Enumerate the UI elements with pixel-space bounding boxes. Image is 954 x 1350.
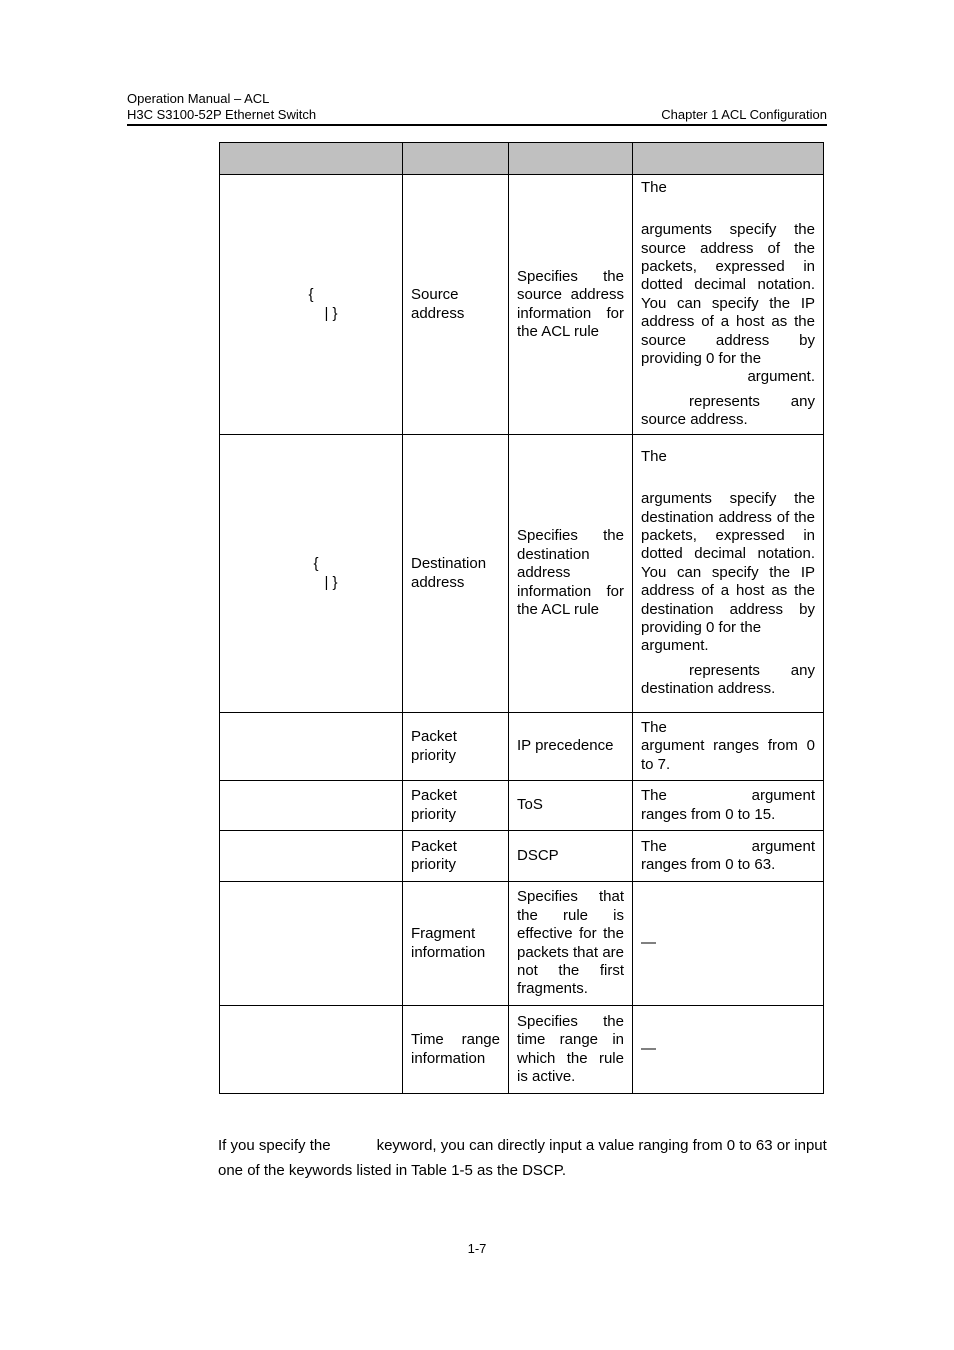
footnote-text: keyword, you can directly input a value ranging from 0 to 63 or input one of the keywords listed in Table 1-5 as the DSCP. — [218, 1137, 827, 1179]
syntax-cell — [220, 831, 403, 882]
description-cell: — — [633, 1006, 824, 1094]
table-row — [220, 781, 824, 831]
function-cell: DSCP — [509, 831, 633, 882]
description-cell — [633, 713, 824, 781]
product-name: H3C S3100-52P Ethernet Switch — [127, 107, 317, 122]
footnote-text: If you specify the — [218, 1137, 331, 1154]
note-text: argument. — [747, 368, 815, 386]
description-cell: — — [633, 882, 824, 1006]
note-text: argument ranges from 0 to 15. — [641, 787, 815, 823]
syntax-line: | } — [324, 573, 338, 591]
note-text: The — [641, 718, 667, 736]
header-rule — [127, 124, 827, 126]
header-cell — [633, 143, 824, 175]
syntax-cell — [220, 435, 403, 713]
type-cell: Fragment information — [403, 882, 509, 1006]
header-cell — [509, 143, 633, 175]
table-row — [220, 175, 824, 435]
header-cell — [403, 143, 509, 175]
function-cell: Specifies the destination address information for the ACL rule — [509, 435, 633, 713]
table-row — [220, 882, 824, 1006]
note-text: The — [641, 448, 667, 466]
dscp-footnote — [218, 1133, 827, 1183]
type-cell: Packet priority — [403, 831, 509, 882]
syntax-cell — [220, 882, 403, 1006]
note-text: The — [641, 837, 667, 855]
note-text: argument ranges from 0 to 63. — [641, 837, 815, 873]
table-row — [220, 713, 824, 781]
note-text: arguments specify the destination address of the packets, expressed in dotted decimal notation. You can specify the IP address of a host as the destination address by providing 0 for the — [641, 490, 815, 637]
type-cell: Time range information — [403, 1006, 509, 1094]
note-text: arguments specify the source address of the packets, expressed in dotted decimal notation. You can specify the IP address of a host as the source address by providing 0 for the — [641, 221, 815, 368]
type-cell: Destination address — [403, 435, 509, 713]
syntax-line: { — [308, 286, 314, 304]
syntax-cell — [220, 1006, 403, 1094]
type-cell: Source address — [403, 175, 509, 435]
table-row — [220, 1006, 824, 1094]
function-cell: Specifies the time range in which the rule is active. — [509, 1006, 633, 1094]
note-text: argument. — [641, 637, 709, 655]
table-row — [220, 831, 824, 882]
acl-parameter-table — [219, 142, 824, 1094]
note-text: The — [641, 787, 667, 805]
syntax-cell — [220, 713, 403, 781]
table-header-row — [220, 143, 824, 175]
syntax-cell — [220, 175, 403, 435]
syntax-line: | } — [324, 304, 338, 322]
type-cell: Packet priority — [403, 781, 509, 831]
type-cell: Packet priority — [403, 713, 509, 781]
function-cell: Specifies that the rule is effective for the packets that are not the first fragments. — [509, 882, 633, 1006]
description-cell — [633, 831, 824, 882]
syntax-cell — [220, 781, 403, 831]
note-text: The — [641, 179, 667, 197]
description-cell — [633, 175, 824, 435]
note-text: represents any source address. — [641, 392, 815, 429]
description-cell — [633, 781, 824, 831]
manual-title: Operation Manual – ACL — [127, 91, 270, 106]
note-text: argument ranges from 0 to 7. — [641, 737, 815, 773]
syntax-line: { — [313, 555, 319, 573]
note-text: represents any destination address. — [641, 661, 815, 698]
description-cell — [633, 435, 824, 713]
function-cell: Specifies the source address information for the ACL rule — [509, 175, 633, 435]
chapter-title: Chapter 1 ACL Configuration — [661, 107, 827, 122]
function-cell: ToS — [509, 781, 633, 831]
function-cell: IP precedence — [509, 713, 633, 781]
page-number: 1-7 — [467, 1241, 487, 1256]
header-cell — [220, 143, 403, 175]
table-row — [220, 435, 824, 713]
page-header-left — [127, 91, 316, 123]
